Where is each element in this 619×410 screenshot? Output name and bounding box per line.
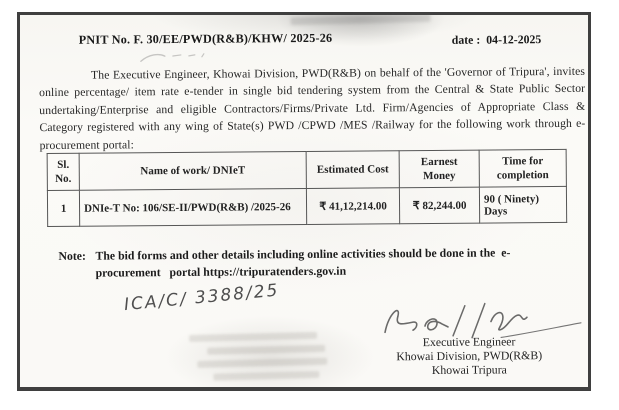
cell-sl-no: 1 (47, 190, 79, 226)
cell-time-for-completion: 90 ( Ninety) Days (479, 186, 566, 223)
tender-table (47, 149, 568, 227)
note-text (95, 244, 563, 282)
scan-bleedthrough-mark (207, 345, 325, 355)
signatory-location: Khowai Tripura (431, 362, 507, 377)
col-header-name-of-work: Name of work/ DNIeT (79, 151, 306, 190)
signatory-division: Khowai Division, PWD(R&B) (396, 347, 543, 364)
tender-body-paragraph: The Executive Engineer, Khowai Division, PWD(R&B) on behalf of the 'Governor of Tripura', invites online percentage/ item rate e-tender in single bid tendering system from the Central & State Public Sector undertaking/Enterprise and eligible Contractors/Firms/Private Ltd. Firm/Agencies of Appropriate Class & Category registered with any wing of State(s) PWD /CPWD /MES /Railway for the following work through e-procurement portal: (39, 64, 586, 152)
handwritten-reference-number: ICA/C/ 3388/25 (123, 280, 281, 316)
note-line-1: The bid forms and other details including online activities should be done in the e- (95, 245, 511, 263)
col-header-sl-no: Sl. No. (47, 153, 79, 190)
date-line (452, 32, 542, 48)
note-section (58, 244, 563, 282)
note-label: Note: (58, 248, 86, 263)
page-content (19, 13, 590, 389)
scan-bleedthrough-mark (197, 358, 327, 368)
scan-bleedthrough-mark (189, 332, 317, 342)
table-header-row (47, 149, 566, 190)
scan-bleedthrough-mark (213, 371, 319, 381)
signatory-title: Executive Engineer (422, 334, 516, 350)
date-value: 04-12-2025 (486, 32, 542, 47)
pencil-scribble-mark (139, 49, 219, 66)
col-header-estimated-cost: Estimated Cost (306, 151, 399, 189)
cell-earnest-money: ₹ 82,244.00 (399, 187, 479, 224)
pnit-number-heading: PNIT No. F. 30/EE/PWD(R&B)/KHW/ 2025-26 (78, 30, 333, 47)
col-header-earnest-money: Earnest Money (399, 150, 479, 188)
cell-estimated-cost: ₹ 41,12,214.00 (306, 188, 399, 225)
note-line-2: procurement portal https://tripuratenders.gov.in (95, 263, 347, 280)
cell-name-of-work: DNIe-T No: 106/SE-II/PWD(R&B) /2025-26 (79, 188, 306, 226)
tender-notice-page (17, 12, 591, 391)
date-label: date : (451, 32, 481, 47)
signature-block (359, 335, 579, 378)
scan-bleedthrough-mark (290, 14, 430, 26)
col-header-time-for-completion: Time for completion (479, 149, 566, 187)
table-row (47, 186, 566, 226)
